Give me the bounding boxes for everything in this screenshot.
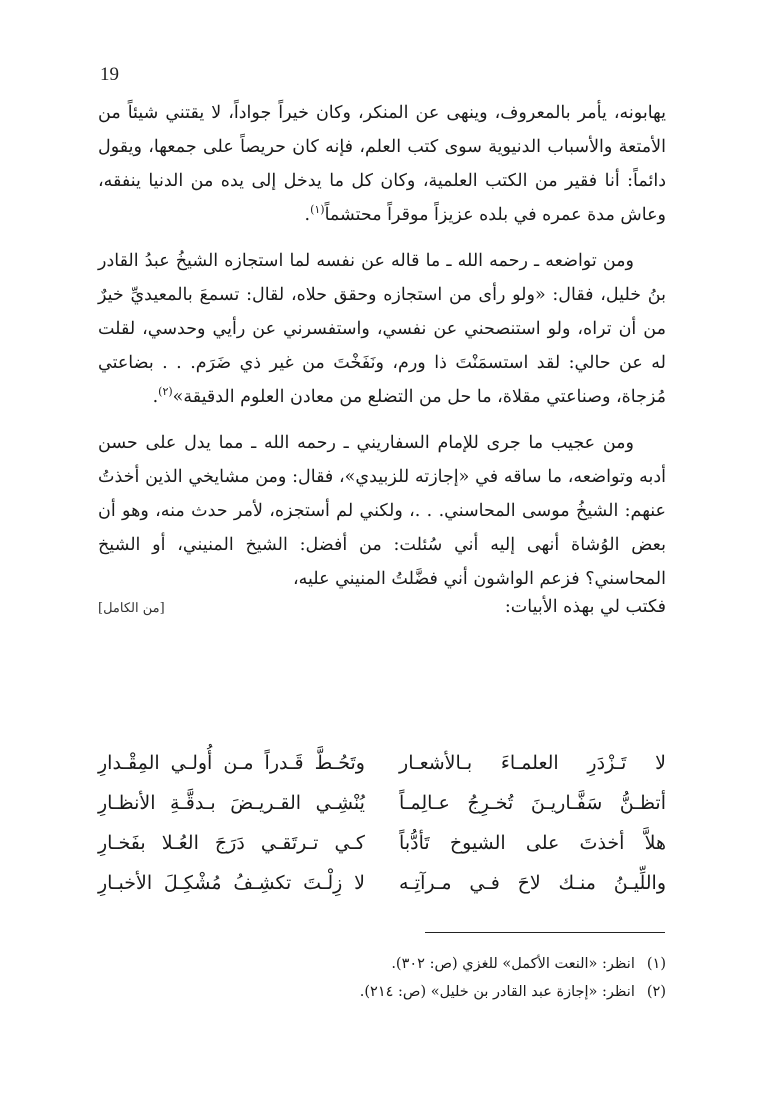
verse-first-hemistich: أتظـنُّ سَفَّـاريـنَ تُخـرِجُ عـالِمـاً: [399, 792, 666, 814]
verse-first-hemistich: هلاَّ أخذتَ على الشيوخ تَأدُّباً: [399, 832, 666, 854]
body-text: [98, 96, 666, 626]
page-number: 19: [100, 64, 119, 85]
footnote: [98, 978, 666, 1006]
footnote-text: انظر: «إجازة عبد القادر بن خليل» (ص: ٢١٤).: [359, 984, 635, 1000]
paragraph-text: ومن تواضعه ـ رحمه الله ـ ما قاله عن نفسه لما استجازه الشيخُ عبدُ القادر بنُ خليل، فقال: «ولو رأى من استجازه وحقق حلاه، لقال: تسمعَ بالمعيديِّ خيرٌ من أن تراه، ولو استنصحني عن نفسي، واستفسرني عن رأيي وحدسي، لقلت له عن حالي: لقد استسمَنْتَ ذا ورم، ونَفَخْتَ من غير ذي ضَرَم. . . بضاعتي مُزجاة، وصناعتي مقلاة، ما حل من التضلع من معادن العلوم الدقيقة»: [98, 251, 666, 407]
poem-verse: [98, 743, 666, 783]
paragraph-end: .: [304, 205, 311, 225]
paragraph: [98, 426, 666, 596]
verse-second-hemistich: كـي تـرتَقـي دَرَجَ العُـلا بفَخـارِ: [98, 832, 365, 854]
verse-second-hemistich: لا زِلْـتَ تكشِـفُ مُشْكِـلَ الأخبـارِ: [98, 872, 365, 894]
paragraph: [98, 244, 666, 414]
poem-verse: [98, 783, 666, 823]
poem-verse: [98, 823, 666, 863]
paragraph-text: ومن عجيب ما جرى للإمام السفاريني ـ رحمه الله ـ مما يدل على حسن أدبه وتواضعه، ما ساقه في «إجازته للزبيدي»، فقال: ومن مشايخي الذين أخذتُ عنهم: الشيخُ موسى المحاسني. . .، ولكني لم أستجزه، لأمر حدث منه، وهو أن بعض الوُشاة أنهى إليه أني سُئلت: من أفضل: الشيخ المنيني، أو الشيخ المحاسني؟ فزعم الواشون أني فضَّلتُ المنيني عليه،: [98, 433, 666, 589]
footnotes: [98, 950, 666, 1006]
footnote-number: (٢): [646, 984, 666, 1000]
poem: [98, 743, 666, 903]
verse-second-hemistich: يُنْشِـي القـريـضَ بـدقَّـةِ الأنظـارِ: [98, 792, 365, 814]
verse-first-hemistich: واللِّيـنُ منـك لاحَ فـي مـرآتِـه: [399, 872, 666, 894]
footnote-reference: (١): [310, 203, 325, 217]
verse-intro: فكتب لي بهذه الأبيات:: [504, 597, 666, 617]
paragraph-text: يهابونه، يأمر بالمعروف، وينهى عن المنكر، وكان خيراً جواداً، لا يقتني شيئاً من الأمتعة والأسباب الدنيوية سوى كتب العلم، فإنه كان حريصاً على جمعها، ويقول دائماً: أنا فقير من الكتب العلمية، وكان كل ما يدخل إلى يده من الدنيا ينفقه، وعاش مدة عمره في بلده عزيزاً موقراً محتشماً: [98, 103, 666, 225]
footnote: [98, 950, 666, 978]
paragraph: [98, 96, 666, 232]
paragraph-end: .: [152, 387, 159, 407]
poem-verse: [98, 863, 666, 903]
verse-first-hemistich: لا تَـزْدَرِ العلمـاءَ بـالأشعـار: [399, 752, 666, 774]
footnote-divider: [425, 932, 665, 933]
verse-second-hemistich: وتَحُـطَّ قَـدراً مـن أُولـي المِقْـدارِ: [98, 752, 365, 774]
meter-label: [من الكامل]: [98, 601, 165, 616]
footnote-number: (١): [646, 956, 666, 972]
footnote-reference: (٢): [158, 385, 173, 399]
footnote-text: انظر: «النعت الأكمل» للغزي (ص: ٣٠٢).: [391, 956, 635, 972]
